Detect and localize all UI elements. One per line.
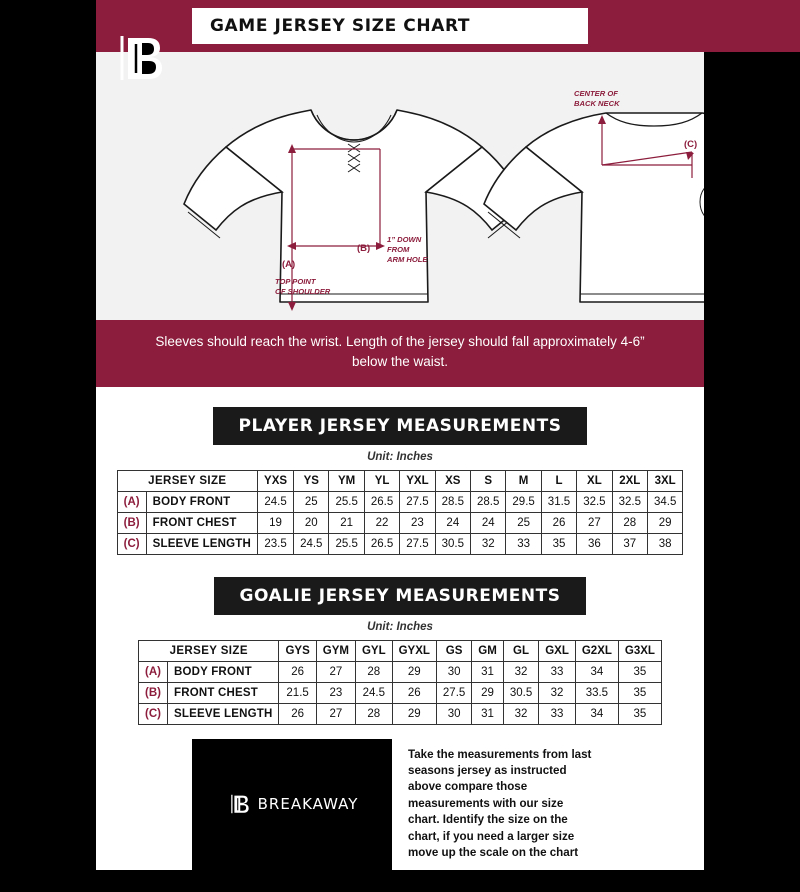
table-header-row [139,640,662,661]
table-row [139,703,662,724]
svg-text:CENTER OF: CENTER OF [574,89,618,98]
player-size-ys: YS [294,470,329,491]
table-row [139,682,662,703]
goalie-row2-v0: 26 [279,703,316,724]
player-row0-v4: 27.5 [400,491,435,512]
goalie-row2-tag: (C) [139,703,168,724]
goalie-row0-v4: 30 [436,661,471,682]
goalie-row1-tag: (B) [139,682,168,703]
table-header-row [117,470,683,491]
content-left-black [0,387,96,777]
player-unit-label: Unit: Inches [367,450,433,463]
note-left-black [0,320,96,376]
player-size-s: S [471,470,506,491]
player-size-ym: YM [329,470,364,491]
player-row1-v5: 24 [435,512,470,533]
player-row1-v6: 24 [471,512,506,533]
goalie-row0-v1: 27 [316,661,355,682]
table-row [117,512,683,533]
jersey-illustration [96,52,704,320]
player-row1-v4: 23 [400,512,435,533]
player-row2-v10: 37 [612,533,647,554]
bottom-black-bar [0,870,800,892]
svg-text:TOP POINT: TOP POINT [275,277,316,286]
goalie-size-gyl: GYL [355,640,392,661]
goalie-row1-v4: 27.5 [436,682,471,703]
player-row0-v11: 34.5 [647,491,682,512]
goalie-row2-v8: 34 [575,703,618,724]
player-row0-v5: 28.5 [435,491,470,512]
goalie-row2-v6: 32 [503,703,538,724]
svg-text:ARM HOLE: ARM HOLE [387,255,428,264]
player-size-yl: YL [364,470,399,491]
footer-brand-name: BREAKAWAY [257,795,359,814]
player-measurements-table [117,470,684,555]
footer-brand [192,739,392,870]
goalie-row1-v8: 33.5 [575,682,618,703]
svg-text:1” DOWN: 1” DOWN [387,235,422,244]
player-row0-v0: 24.5 [258,491,294,512]
content-right-black [704,387,800,777]
goalie-row2-v7: 33 [539,703,576,724]
player-row0-v1: 25 [294,491,329,512]
player-size-l: L [541,470,576,491]
player-row2-label: SLEEVE LENGTH [146,533,257,554]
player-row1-v11: 29 [647,512,682,533]
player-row0-tag: (A) [117,491,146,512]
goalie-row1-v7: 32 [539,682,576,703]
goalie-row2-v2: 28 [355,703,392,724]
player-row2-v9: 36 [577,533,612,554]
player-row2-v4: 27.5 [400,533,435,554]
player-row2-v0: 23.5 [258,533,294,554]
goalie-row1-v3: 26 [392,682,436,703]
goalie-row2-v5: 31 [472,703,504,724]
player-size-2xl: 2XL [612,470,647,491]
goalie-row0-v6: 32 [503,661,538,682]
front-jersey-shape [184,110,524,302]
back-label-c: (C) [684,139,698,150]
player-row2-v6: 32 [471,533,506,554]
player-row1-v10: 28 [612,512,647,533]
player-row1-v9: 27 [577,512,612,533]
goalie-size-g3xl: G3XL [618,640,661,661]
table-row [117,491,683,512]
player-header-jersey-size: JERSEY SIZE [117,470,257,491]
goalie-size-g2xl: G2XL [575,640,618,661]
player-row0-v9: 32.5 [577,491,612,512]
goalie-section-title: GOALIE JERSEY MEASUREMENTS [214,577,587,615]
player-row0-v7: 29.5 [506,491,541,512]
goalie-size-gys: GYS [279,640,316,661]
goalie-size-gyxl: GYXL [392,640,436,661]
player-size-xl: XL [577,470,612,491]
player-row1-v1: 20 [294,512,329,533]
svg-text:FROM: FROM [387,245,410,254]
goalie-row0-v8: 34 [575,661,618,682]
front-label-a: (A) [282,259,296,270]
player-size-3xl: 3XL [647,470,682,491]
table-row [117,533,683,554]
note-right-black [704,320,800,376]
goalie-row2-label: SLEEVE LENGTH [168,703,279,724]
goalie-size-gm: GM [472,640,504,661]
player-row2-v2: 25.5 [329,533,364,554]
player-row1-label: FRONT CHEST [146,512,257,533]
goalie-section-title-wrap [96,577,704,615]
player-size-yxl: YXL [400,470,435,491]
player-section-title-wrap [96,407,704,445]
goalie-row0-v5: 31 [472,661,504,682]
player-section-title: PLAYER JERSEY MEASUREMENTS [213,407,588,445]
footer-instructions: Take the measurements from last seasons jersey as instructed above compare those measurements with our size chart. Identify the size on the chart, if you need a larger size move up the scale on the chart [408,747,592,860]
player-row1-v7: 25 [506,512,541,533]
goalie-row1-v1: 23 [316,682,355,703]
player-row0-v2: 25.5 [329,491,364,512]
player-row2-v11: 38 [647,533,682,554]
measurements-content [96,387,704,870]
player-row0-v10: 32.5 [612,491,647,512]
player-row0-v3: 26.5 [364,491,399,512]
goalie-measurements-table [138,640,662,725]
front-label-b: (B) [357,243,371,254]
player-size-xs: XS [435,470,470,491]
goalie-row0-tag: (A) [139,661,168,682]
goalie-row0-v9: 35 [618,661,661,682]
player-row2-v7: 33 [506,533,541,554]
goalie-size-gym: GYM [316,640,355,661]
goalie-size-gxl: GXL [539,640,576,661]
player-size-yxs: YXS [258,470,294,491]
illustration-right-black [704,52,800,320]
goalie-row0-v0: 26 [279,661,316,682]
goalie-row1-v0: 21.5 [279,682,316,703]
breakaway-b-logo-icon [226,789,252,819]
back-jersey-shape [484,113,704,302]
player-row2-v5: 30.5 [435,533,470,554]
player-row1-v0: 19 [258,512,294,533]
page-footer [192,739,608,870]
breakaway-b-logo-icon [108,30,170,86]
goalie-row2-v3: 29 [392,703,436,724]
goalie-header-jersey-size: JERSEY SIZE [139,640,279,661]
table-row [139,661,662,682]
goalie-row0-v3: 29 [392,661,436,682]
page-title: GAME JERSEY SIZE CHART [210,16,471,36]
goalie-row2-v1: 27 [316,703,355,724]
header-maroon-band [96,0,800,52]
jersey-diagram-svg [96,52,704,320]
illustration-left-black [0,52,96,320]
player-row2-v8: 35 [541,533,576,554]
player-row0-v8: 31.5 [541,491,576,512]
goalie-row0-v2: 28 [355,661,392,682]
goalie-unit-label: Unit: Inches [367,620,433,633]
goalie-row0-v7: 33 [539,661,576,682]
goalie-row1-v5: 29 [472,682,504,703]
player-row0-label: BODY FRONT [146,491,257,512]
goalie-row0-label: BODY FRONT [168,661,279,682]
player-row2-tag: (C) [117,533,146,554]
player-row2-v3: 26.5 [364,533,399,554]
header-left-black [0,0,96,52]
goalie-row2-v4: 30 [436,703,471,724]
goalie-size-gs: GS [436,640,471,661]
player-row1-v2: 21 [329,512,364,533]
svg-text:BACK NECK: BACK NECK [574,99,620,108]
player-row2-v1: 24.5 [294,533,329,554]
page-title-box [192,8,588,44]
player-size-m: M [506,470,541,491]
player-row1-tag: (B) [117,512,146,533]
player-row1-v8: 26 [541,512,576,533]
goalie-row2-v9: 35 [618,703,661,724]
player-row1-v3: 22 [364,512,399,533]
goalie-row1-v9: 35 [618,682,661,703]
goalie-size-gl: GL [503,640,538,661]
goalie-row1-v6: 30.5 [503,682,538,703]
goalie-row1-v2: 24.5 [355,682,392,703]
player-row0-v6: 28.5 [471,491,506,512]
fit-note: Sleeves should reach the wrist. Length of the jersey should fall approximately 4-6” below the waist. [96,320,704,387]
goalie-row1-label: FRONT CHEST [168,682,279,703]
svg-text:OF SHOULDER: OF SHOULDER [275,287,331,296]
